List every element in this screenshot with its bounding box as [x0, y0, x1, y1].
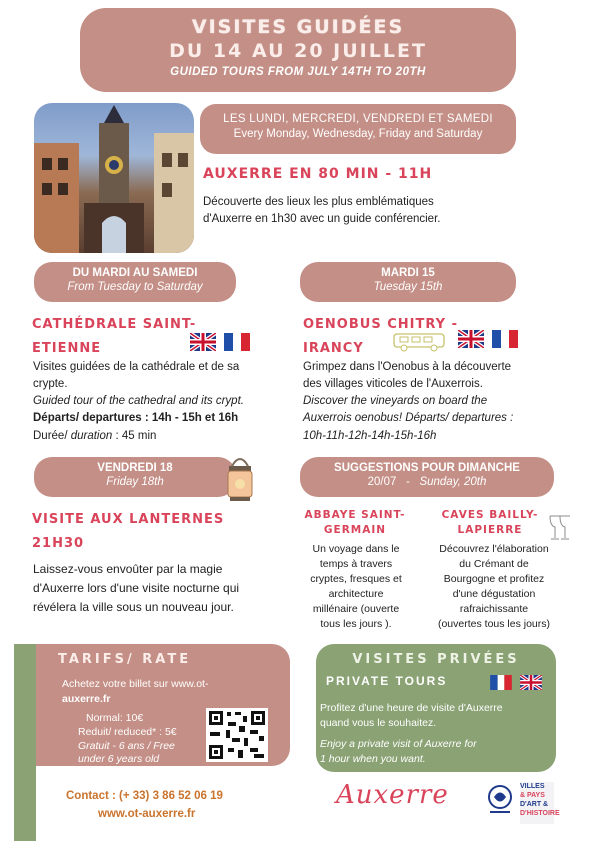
- cathedral-duration: [33, 428, 156, 445]
- contact-phone[interactable]: Contact : (+ 33) 3 86 52 06 19: [66, 790, 223, 802]
- abbey-title-line1: ABBAYE SAINT-: [304, 509, 406, 521]
- caves-title-line1: CAVES BAILLY-: [441, 509, 539, 521]
- cathedral-days-banner: [34, 262, 236, 302]
- header-banner: [80, 8, 516, 92]
- sunday-date-fr: 20/07: [367, 476, 397, 488]
- cathedral-duration-label: Durée/ duration: [33, 430, 113, 442]
- auxerre-clock-tower-photo: [34, 103, 194, 253]
- lanterns-days-en: Friday 18th: [106, 476, 164, 488]
- oenobus-desc-en3: 10h-11h-12h-14h-15h-16h: [303, 430, 437, 442]
- abbey-title: [300, 508, 410, 538]
- oenobus-days-fr: MARDI 15: [381, 267, 435, 279]
- lanterns-days-fr: VENDREDI 18: [97, 462, 173, 474]
- auxerre-logo: [336, 780, 468, 826]
- abbey-desc-line: Un voyage dans le: [312, 543, 400, 555]
- private-fr-line1: Profitez d'une heure de visite d'Auxerre: [320, 702, 503, 714]
- france-flag-icon: [492, 330, 518, 348]
- private-en-line1: Enjoy a private visit of Auxerre for: [320, 738, 477, 750]
- cathedral-departures-value: : 14h - 15h et 16h: [144, 412, 239, 424]
- caves-desc-line: d'une dégustation: [452, 588, 536, 600]
- caves-desc: [430, 542, 558, 632]
- cathedral-departures-label: Départs/ departures: [33, 412, 142, 424]
- private-subtitle: [326, 674, 447, 688]
- private-en-line2: 1 hour when you want.: [320, 753, 426, 765]
- lanterns-title: [32, 508, 224, 556]
- tarifs-box: [36, 644, 290, 766]
- private-flags: [486, 674, 542, 692]
- auxerre-logo-text: Auxerre: [336, 780, 449, 810]
- caves-desc-line: Bourgogne et profitez: [443, 573, 545, 585]
- abbey-desc-line: architecture: [328, 588, 384, 600]
- caves-title-line2: LAPIERRE: [457, 524, 523, 536]
- tarifs-buy-line1: Achetez votre billet sur www.ot-: [62, 678, 209, 690]
- header-title-line1: VISITES GUIDÉES: [191, 16, 405, 38]
- wine-glasses-icon: [546, 512, 572, 546]
- oenobus-title-line2: IRANCY: [303, 341, 364, 356]
- green-side-strip: [14, 644, 36, 841]
- caves-desc-line: Découvrez l'élaboration: [439, 543, 549, 555]
- lanterns-desc-line1: Laissez-vous envoûter par la magie: [33, 562, 223, 576]
- sunday-date-sep: -: [406, 476, 410, 488]
- uk-flag-icon: [190, 333, 216, 351]
- lanterns-desc: [33, 560, 239, 617]
- oenobus-flags: [454, 330, 518, 348]
- main-tour-desc-line1: Découverte des lieux les plus emblématiques: [203, 196, 434, 208]
- office-tourisme-logo: [486, 784, 514, 818]
- cathedral-days-en: From Tuesday to Saturday: [67, 281, 203, 293]
- france-flag-icon: [490, 675, 512, 690]
- sunday-banner-date: [300, 476, 554, 488]
- cathedral-departures: [33, 410, 238, 427]
- website-link[interactable]: www.ot-auxerre.fr: [98, 808, 196, 820]
- bus-icon: [392, 331, 448, 353]
- villes-label-line3: D'ART &: [520, 801, 549, 808]
- tarifs-free-line2: under 6 years old: [78, 753, 160, 765]
- caves-desc-line: du Crémant de: [459, 558, 529, 570]
- tarifs-free-line1: Gratuit - 6 ans / Free: [78, 740, 175, 752]
- abbey-desc-line: millénaire (ouverte: [312, 603, 400, 615]
- main-tour-days-banner: [200, 104, 516, 154]
- abbey-desc-line: tous les jours ).: [320, 618, 392, 630]
- tarifs-buy-line2: auxerre.fr: [62, 693, 111, 705]
- header-title-line2: DU 14 AU 20 JUILLET: [169, 40, 427, 62]
- cathedral-duration-value: : 45 min: [115, 430, 157, 442]
- sunday-banner-title: SUGGESTIONS POUR DIMANCHE: [334, 462, 520, 474]
- cathedral-title-line2: ETIENNE: [32, 341, 102, 356]
- abbey-desc-line: temps à travers: [319, 558, 393, 570]
- sunday-date-en: Sunday, 20th: [419, 476, 487, 488]
- main-tour-desc-line2: d'Auxerre en 1h30 avec un guide conférencier.: [203, 213, 441, 225]
- private-tours-box: [316, 644, 556, 772]
- oenobus-title-line1: OENOBUS CHITRY -: [303, 317, 458, 332]
- cathedral-desc-fr1: Visites guidées de la cathédrale et de sa: [33, 361, 240, 373]
- sunday-banner: [300, 457, 554, 497]
- cathedral-flags: [186, 333, 250, 351]
- main-tour-title: AUXERRE EN 80 MIN - 11H: [203, 166, 433, 182]
- oenobus-desc-en1: Discover the vineyards on board the: [303, 395, 488, 407]
- private-subtitle-text: PRIVATE TOURS: [326, 674, 448, 688]
- tarifs-reduced: Reduit/ reduced* : 5€: [78, 726, 177, 738]
- lanterns-title-line2: 21H30: [32, 536, 85, 551]
- lanterns-desc-line2: d'Auxerre lors d'une visite nocturne qui: [33, 581, 240, 595]
- oenobus-desc-en2: Auxerrois oenobus! Départs/ departures :: [303, 412, 514, 424]
- cathedral-desc-en: Guided tour of the cathedral and its crypt.: [33, 395, 244, 407]
- caves-title: [432, 508, 548, 538]
- main-tour-days-en: Every Monday, Wednesday, Friday and Saturday: [233, 128, 483, 140]
- oenobus-days-en: Tuesday 15th: [373, 281, 443, 293]
- villes-label-line4: D'HISTOIRE: [520, 810, 560, 817]
- oenobus-desc-fr2: des villages viticoles de l'Auxerrois.: [303, 378, 483, 390]
- cathedral-title: [32, 313, 196, 361]
- abbey-desc-line: cryptes, fresques et: [310, 573, 402, 585]
- france-flag-icon: [224, 333, 250, 351]
- uk-flag-icon: [520, 675, 542, 690]
- oenobus-days-banner: [300, 262, 516, 302]
- header-subtitle: GUIDED TOURS FROM JULY 14TH TO 20TH: [170, 66, 426, 78]
- tarifs-normal: Normal: 10€: [86, 712, 144, 724]
- oenobus-desc-fr1: Grimpez dans l'Oenobus à la découverte: [303, 361, 512, 373]
- abbey-title-line2: GERMAIN: [323, 524, 387, 536]
- tarifs-title: TARIFS/ RATE: [58, 652, 192, 667]
- private-title: VISITES PRIVÉES: [352, 652, 520, 667]
- lanterns-desc-line3: révélera la ville sous un nouveau jour.: [33, 600, 234, 614]
- villes-label-line1: VILLES: [520, 783, 545, 790]
- villes-art-histoire-logo: [520, 782, 560, 824]
- lanterns-title-line1: VISITE AUX LANTERNES: [32, 512, 225, 527]
- caves-desc-line: (ouvertes tous les jours): [437, 618, 551, 630]
- uk-flag-icon: [458, 330, 484, 348]
- qr-code-icon[interactable]: [206, 708, 268, 762]
- cathedral-days-fr: DU MARDI AU SAMEDI: [72, 267, 198, 279]
- private-fr-line2: quand vous le souhaitez.: [320, 717, 437, 729]
- cathedral-desc-fr2: crypte.: [33, 378, 68, 390]
- lantern-icon: [222, 452, 258, 504]
- cathedral-title-line1: CATHÉDRALE SAINT-: [32, 317, 197, 332]
- caves-desc-line: rafraichissante: [459, 603, 529, 615]
- lanterns-days-banner: [34, 457, 236, 497]
- villes-label-line2: & PAYS: [520, 792, 545, 799]
- main-tour-days-fr: LES LUNDI, MERCREDI, VENDREDI ET SAMEDI: [223, 113, 493, 125]
- abbey-desc: [300, 542, 412, 632]
